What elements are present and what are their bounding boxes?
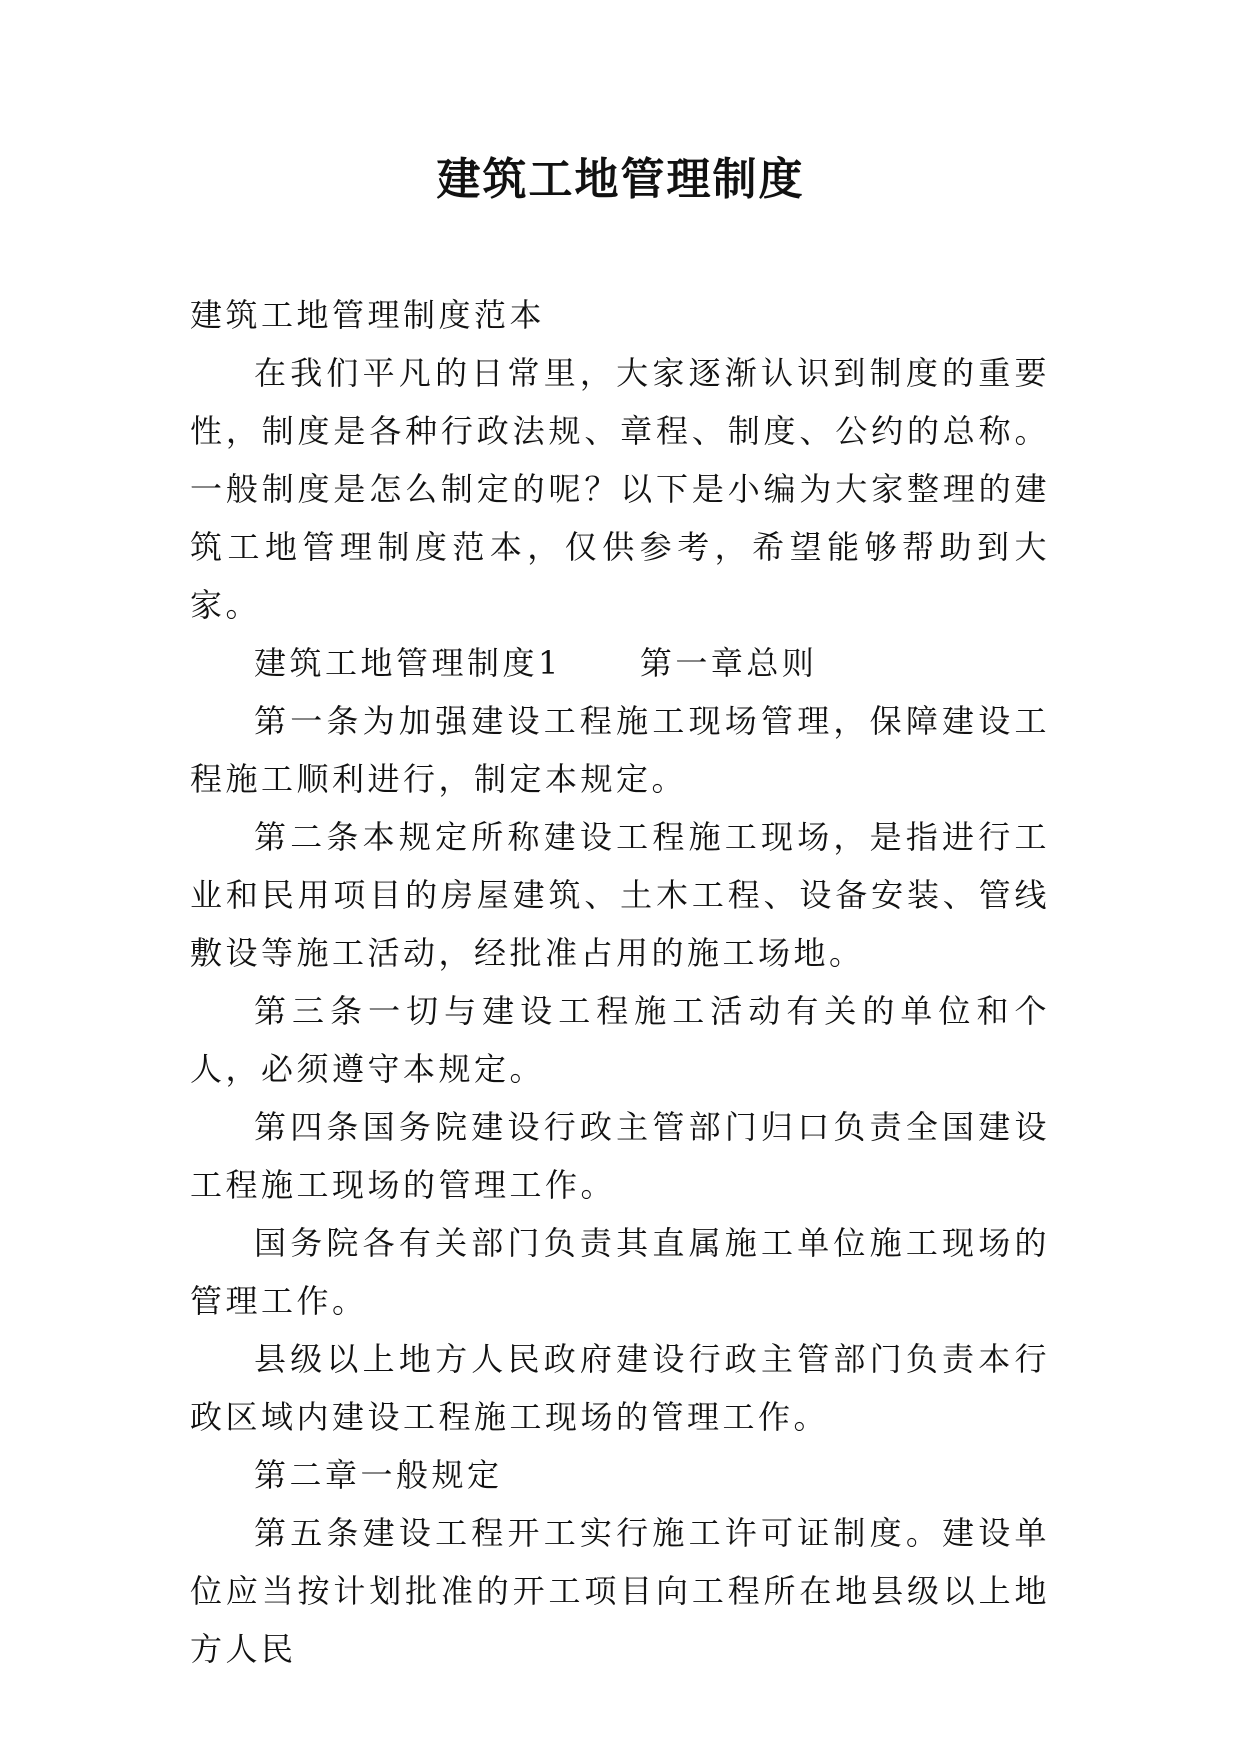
document-body: [190, 286, 1050, 1678]
section-heading-line: [190, 634, 1050, 692]
section1-heading: 建筑工地管理制度1: [254, 644, 562, 682]
document-subtitle: 建筑工地管理制度范本: [190, 296, 546, 334]
article-4: 第四条国务院建设行政主管部门归口负责全国建设工程施工现场的管理工作。: [190, 1108, 1050, 1204]
article-4-clause-2: 国务院各有关部门负责其直属施工单位施工现场的管理工作。: [190, 1224, 1050, 1320]
chapter1-heading: 第一章总则: [639, 644, 818, 682]
article-2: 第二条本规定所称建设工程施工现场，是指进行工业和民用项目的房屋建筑、土木工程、设备安装、管线敷设等施工活动，经批准占用的施工场地。: [190, 818, 1050, 972]
chapter2-heading: 第二章一般规定: [254, 1456, 503, 1494]
article-4-clause-3: 县级以上地方人民政府建设行政主管部门负责本行政区域内建设工程施工现场的管理工作。: [190, 1340, 1050, 1436]
article-1: 第一条为加强建设工程施工现场管理，保障建设工程施工顺利进行，制定本规定。: [190, 702, 1050, 798]
intro-paragraph: 在我们平凡的日常里，大家逐渐认识到制度的重要性，制度是各种行政法规、章程、制度、公约的总称。一般制度是怎么制定的呢？以下是小编为大家整理的建筑工地管理制度范本，仅供参考，希望能够帮助到大家。: [190, 354, 1050, 624]
document-title: 建筑工地管理制度: [436, 154, 805, 205]
article-3: 第三条一切与建设工程施工活动有关的单位和个人，必须遵守本规定。: [190, 992, 1050, 1088]
article-5: 第五条建设工程开工实行施工许可证制度。建设单位应当按计划批准的开工项目向工程所在地县级以上地方人民: [190, 1514, 1050, 1668]
